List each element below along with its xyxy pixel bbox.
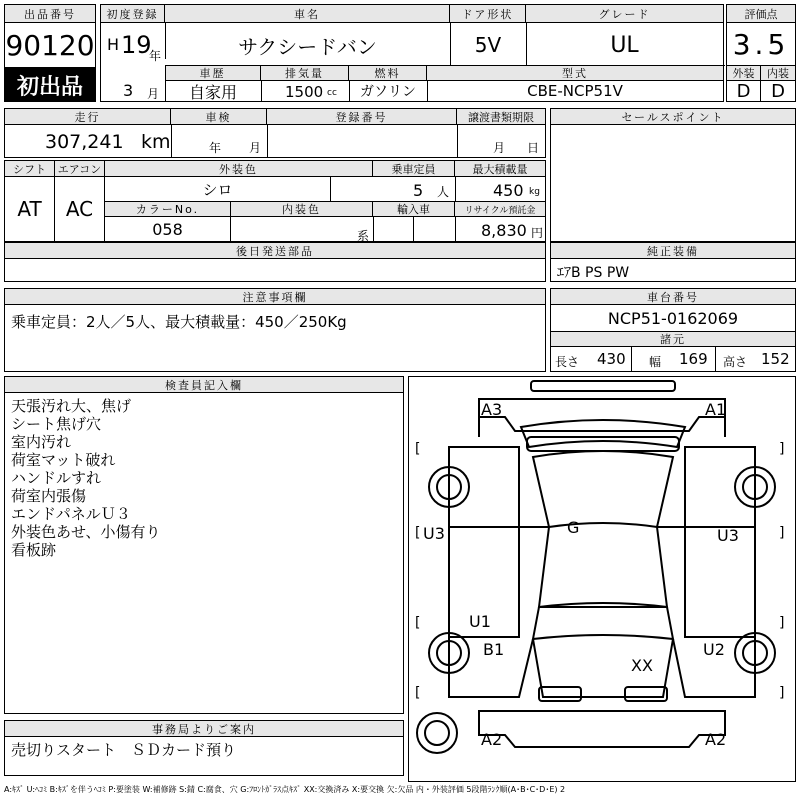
inspector-note: 外装色あせ、小傷有り — [11, 523, 161, 541]
width-value: 169 — [679, 350, 708, 368]
era: H — [107, 35, 120, 54]
car-diagram — [409, 377, 795, 781]
history-label: 車歴 — [165, 65, 261, 81]
reg-no-label: 登録番号 — [267, 109, 457, 125]
max-load-value: 450 — [493, 181, 524, 200]
exterior-label: 外装 — [727, 65, 761, 81]
score-box — [726, 4, 796, 102]
inspector-note: 天張汚れ大、焦げ — [11, 397, 132, 415]
mark-a3: A3 — [481, 400, 503, 419]
later-parts-box — [4, 242, 546, 282]
capacity-unit: 人 — [437, 185, 450, 199]
inspector-note: シート焦げ穴 — [11, 415, 102, 433]
mark-b1: B1 — [483, 640, 505, 659]
grade-label: グレード — [526, 5, 723, 23]
shift-label: シフト — [5, 161, 55, 177]
ac-label: エアコン — [55, 161, 105, 177]
recycle-label: リサイクル預託金 — [455, 201, 545, 217]
notes-box — [4, 288, 546, 372]
mark-a2-left: A2 — [481, 730, 503, 749]
displacement: 1500 — [285, 83, 324, 101]
interior-color-label: 内装色 — [231, 201, 373, 217]
door-type: 5V — [474, 33, 502, 57]
header-grid — [100, 4, 724, 102]
inspector-label: 検査員記入欄 — [5, 377, 403, 393]
sales-point-box — [550, 108, 796, 242]
lot-number: 90120 — [5, 28, 95, 62]
fuel-label: 燃料 — [349, 65, 427, 81]
first-reg-month: 3 — [123, 81, 134, 100]
lot-number-box — [4, 4, 96, 68]
mark-u2: U2 — [703, 640, 725, 659]
mark-a1: A1 — [705, 400, 727, 419]
legend: A:ｷｽﾞ U:ﾍｺﾐ B:ｷｽﾞを伴うﾍｺﾐ P:要塗装 W:補修跡 S:錆 C:腐食、穴 G:ﾌﾛﾝﾄｶﾞﾗｽ点ｷｽﾞ XX:交換済み X:要交換 欠:欠品 内・外装評価 5段階ﾗﾝｸ順(A･B･C･D･E) 2 — [4, 785, 566, 794]
car-history: 自家用 — [188, 82, 237, 102]
mileage: 307,241 — [45, 131, 124, 153]
interior-label: 内装 — [761, 65, 795, 81]
width-label: 幅 — [649, 355, 662, 369]
import-label: 輸入車 — [373, 201, 455, 217]
mark-u1: U1 — [469, 612, 491, 631]
interior-color-unit: 系 — [357, 229, 370, 243]
svg-text:]: ] — [779, 525, 785, 541]
fuel-type: ガソリン — [360, 84, 416, 100]
chassis-label: 車台番号 — [551, 289, 795, 305]
inspection-label: 車検 — [171, 109, 267, 125]
inspector-note: 荷室内張傷 — [11, 487, 87, 505]
recycle-unit: 円 — [531, 226, 544, 240]
month-unit: 月 — [147, 87, 160, 101]
svg-text:[: [ — [415, 685, 421, 701]
ac-value: AC — [55, 177, 105, 241]
car-name: サクシードバン — [238, 34, 377, 59]
color-no-label: カラーNo. — [105, 201, 231, 217]
height-value: 152 — [761, 350, 790, 368]
inspection-month-unit: 月 — [249, 141, 262, 155]
interior-score: D — [771, 80, 785, 102]
mark-u3-left: U3 — [423, 524, 445, 543]
transfer-month-unit: 月 — [493, 141, 506, 155]
max-load-label: 最大積載量 — [455, 161, 545, 177]
shift-value: AT — [5, 177, 55, 241]
car-diagram-box — [408, 376, 796, 782]
color-value: シロ — [105, 177, 331, 201]
car-name-label: 車名 — [165, 5, 450, 23]
height-label: 高さ — [723, 355, 748, 369]
first-reg-label: 初度登録 — [101, 5, 165, 23]
svg-text:[: [ — [415, 615, 421, 631]
svg-text:]: ] — [779, 441, 785, 457]
genuine-equipment-box — [550, 242, 796, 282]
recycle-value: 8,830 — [481, 221, 527, 240]
notes-value: 乗車定員：2人／5人、最大積載量：450／250Kg — [11, 313, 347, 331]
first-reg-year: 19 — [121, 31, 152, 59]
inspector-notes — [11, 397, 161, 559]
max-load-unit: kg — [529, 187, 540, 197]
specs-label: 諸元 — [551, 331, 795, 347]
mark-xx: XX — [631, 656, 653, 675]
notes-label: 注意事項欄 — [5, 289, 545, 305]
color-label: 外装色 — [105, 161, 373, 177]
mileage-grid — [4, 108, 546, 158]
overall-score: 3.5 — [732, 27, 790, 61]
length-label: 長さ — [555, 355, 580, 369]
office-label: 事務局よりご案内 — [5, 721, 403, 737]
color-no-value: 058 — [105, 217, 231, 241]
lot-number-label: 出品番号 — [5, 5, 95, 23]
chassis-box — [550, 288, 796, 372]
grade: UL — [610, 32, 639, 58]
length-value: 430 — [597, 350, 626, 368]
spec-grid — [4, 160, 546, 242]
model-label: 型式 — [427, 65, 723, 81]
mark-u3-right: U3 — [717, 526, 739, 545]
model-code: CBE-NCP51V — [527, 82, 623, 100]
inspector-note: 看板跡 — [11, 541, 57, 559]
sales-point-label: セールスポイント — [551, 109, 795, 125]
inspector-note: ハンドルすれ — [11, 469, 102, 487]
svg-text:[: [ — [415, 525, 421, 541]
genuine-equipment-value: ｴｱB PS PW — [557, 265, 630, 281]
genuine-equipment-label: 純正装備 — [551, 243, 795, 259]
transfer-label: 譲渡書類期限 — [457, 109, 545, 125]
chassis-number: NCP51-0162069 — [607, 308, 739, 328]
capacity-value: 5 — [413, 181, 424, 200]
office-value: 売切りスタート ＳＤカード預り — [11, 741, 237, 759]
inspector-note: エンドパネルＵ３ — [11, 505, 131, 523]
displacement-unit: cc — [327, 88, 337, 98]
year-unit: 年 — [149, 49, 162, 63]
svg-text:]: ] — [779, 615, 785, 631]
capacity-label: 乗車定員 — [373, 161, 455, 177]
transfer-day-unit: 日 — [527, 141, 540, 155]
first-listing-badge: 初出品 — [4, 68, 96, 102]
mileage-label: 走行 — [5, 109, 171, 125]
score-label: 評価点 — [727, 5, 795, 23]
displacement-label: 排気量 — [261, 65, 349, 81]
mark-g: G — [567, 518, 580, 537]
inspection-year-unit: 年 — [209, 141, 222, 155]
office-box — [4, 720, 404, 776]
inspector-note: 荷室マット破れ — [11, 451, 116, 469]
door-label: ドア形状 — [450, 5, 526, 23]
svg-text:]: ] — [779, 685, 785, 701]
mileage-unit: km — [141, 131, 171, 153]
inspector-box — [4, 376, 404, 714]
inspector-note: 室内汚れ — [11, 433, 72, 451]
exterior-score: D — [727, 81, 761, 101]
svg-text:[: [ — [415, 441, 421, 457]
mark-a2-right: A2 — [705, 730, 727, 749]
later-parts-label: 後日発送部品 — [5, 243, 545, 259]
